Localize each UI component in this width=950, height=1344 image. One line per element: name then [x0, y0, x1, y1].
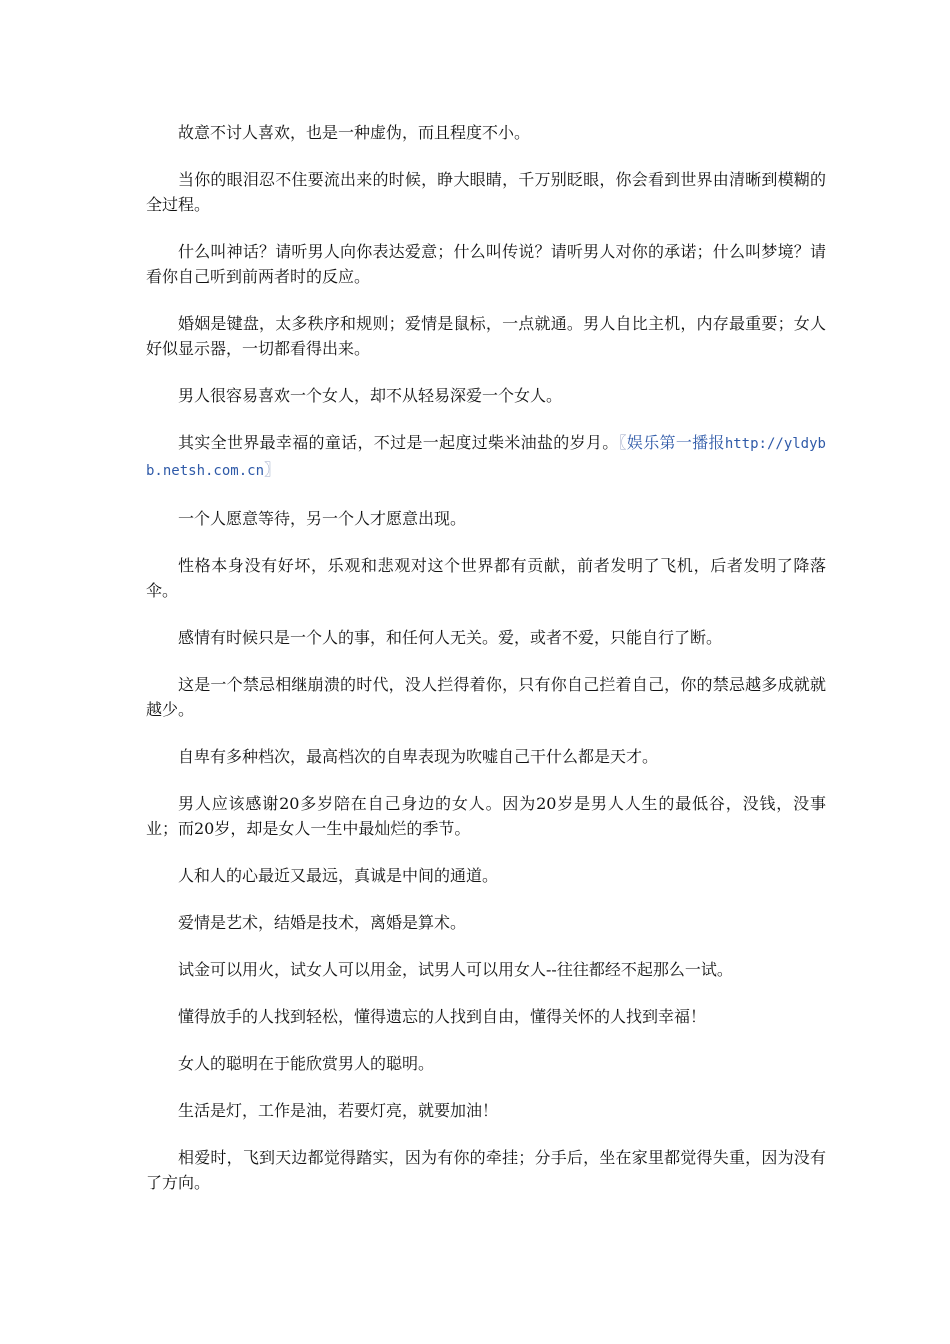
paragraph: 婚姻是键盘，太多秩序和规则；爱情是鼠标，一点就通。男人自比主机，内存最重要；女人好似显示器，一切都看得出来。 [146, 314, 826, 358]
paragraph: 人和人的心最近又最远，真诚是中间的通道。 [178, 866, 499, 885]
source-link-label: 娱乐第一播报 [626, 433, 725, 452]
paragraph-text: 其实全世界最幸福的童话，不过是一起度过柴米油盐的岁月。 [178, 433, 619, 452]
paragraph: 这是一个禁忌相继崩溃的时代，没人拦得着你，只有你自己拦着自己，你的禁忌越多成就就越少。 [146, 675, 826, 719]
paragraph: 性格本身没有好坏，乐观和悲观对这个世界都有贡献，前者发明了飞机，后者发明了降落伞。 [146, 556, 826, 600]
source-link-url: http://yldybb.netsh.com.cn [146, 436, 826, 479]
document-body [146, 120, 826, 1217]
link-bracket-close: 〗 [264, 460, 281, 479]
paragraph: 懂得放手的人找到轻松，懂得遗忘的人找到自由，懂得关怀的人找到幸福！ [178, 1007, 707, 1026]
paragraph: 自卑有多种档次，最高档次的自卑表现为吹嘘自己干什么都是天才。 [178, 747, 659, 766]
paragraph: 相爱时，飞到天边都觉得踏实，因为有你的牵挂；分手后，坐在家里都觉得失重，因为没有了方向。 [146, 1148, 826, 1192]
paragraph: 感情有时候只是一个人的事，和任何人无关。爱，或者不爱，只能自行了断。 [178, 628, 723, 647]
paragraph: 生活是灯，工作是油，若要灯亮，就要加油！ [178, 1101, 499, 1120]
paragraph: 试金可以用火，试女人可以用金，试男人可以用女人--往往都经不起那么一试。 [178, 960, 733, 979]
paragraph: 爱情是艺术，结婚是技术，离婚是算术。 [178, 913, 467, 932]
paragraph: 故意不讨人喜欢，也是一种虚伪，而且程度不小。 [178, 123, 531, 142]
link-bracket-open: 〖 [618, 433, 627, 452]
paragraph: 女人的聪明在于能欣赏男人的聪明。 [178, 1054, 435, 1073]
paragraph: 男人很容易喜欢一个女人，却不从轻易深爱一个女人。 [178, 386, 563, 405]
paragraph: 男人应该感谢20多岁陪在自己身边的女人。因为20岁是男人人生的最低谷，没钱，没事业；而20岁，却是女人一生中最灿烂的季节。 [146, 794, 826, 838]
paragraph-with-source-link [146, 430, 826, 484]
paragraph: 一个人愿意等待，另一个人才愿意出现。 [178, 509, 467, 528]
paragraph: 当你的眼泪忍不住要流出来的时候，睁大眼睛，千万别眨眼，你会看到世界由清晰到模糊的全过程。 [146, 170, 826, 214]
paragraph: 什么叫神话？请听男人向你表达爱意；什么叫传说？请听男人对你的承诺；什么叫梦境？请看你自己听到前两者时的反应。 [146, 242, 826, 286]
